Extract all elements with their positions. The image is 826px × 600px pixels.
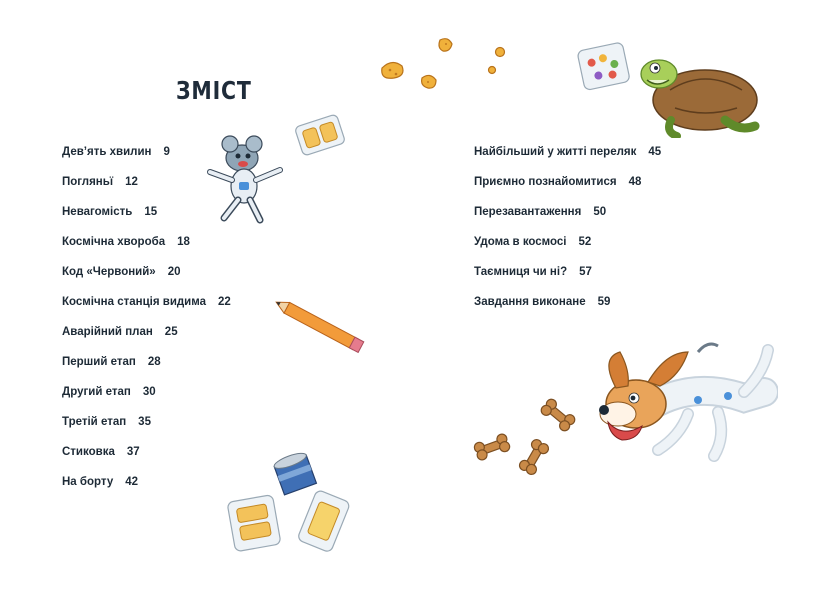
toc-entry-page: 35 — [138, 416, 151, 428]
toc-entry-title: Код «Червоний» — [62, 266, 156, 278]
toc-entry-page: 25 — [164, 326, 178, 338]
toc-entry-page: 59 — [597, 296, 611, 308]
toc-entry[interactable] — [62, 295, 231, 325]
toc-entry-title: Невагомість — [62, 206, 133, 218]
pencil-illustration — [268, 295, 378, 360]
toc-entry-page: 57 — [579, 266, 592, 278]
toc-entry-title: Дев’ять хвилин — [62, 146, 152, 158]
toc-entry-page: 45 — [648, 146, 662, 158]
toc-entry-title: Приємно познайомитися — [474, 176, 617, 188]
toc-entry[interactable] — [474, 145, 661, 175]
toc-entry-title: Космічна хвороба — [62, 236, 166, 248]
toc-entry-page: 18 — [177, 236, 190, 248]
toc-entry-title: Космічна станція видима — [62, 296, 207, 308]
toc-entry-title: Найбільший у житті переляк — [474, 146, 637, 158]
toc-entry-title: Удома в космосі — [474, 236, 567, 248]
toc-entry-title: Стиковка — [62, 446, 115, 458]
dog-bone-illustration — [470, 395, 580, 480]
toc-entry-title: Аварійний план — [62, 326, 153, 338]
toc-entry[interactable] — [474, 295, 661, 325]
toc-entry[interactable] — [62, 325, 231, 355]
toc-entry[interactable] — [474, 175, 661, 205]
toc-entry-page: 42 — [125, 476, 139, 488]
astronaut-dog-illustration — [578, 332, 778, 472]
toc-entry-title: На борту — [62, 476, 114, 488]
floating-crackers-illustration — [370, 30, 510, 100]
toc-entry[interactable] — [62, 265, 231, 295]
toc-entry[interactable] — [62, 355, 231, 385]
toc-entry-title: Перезавантаження — [474, 206, 582, 218]
space-food-pack-illustration — [225, 488, 355, 558]
toc-entry-page: 22 — [218, 296, 231, 308]
toc-right-column — [474, 145, 661, 325]
toc-entry-page: 50 — [593, 206, 607, 218]
space-food-pack-illustration — [290, 110, 350, 160]
toc-entry-page: 9 — [163, 146, 170, 158]
toc-entry-page: 20 — [167, 266, 181, 278]
toc-entry-title: Перший етап — [62, 356, 136, 368]
toc-entry[interactable] — [474, 205, 661, 235]
turtle-illustration — [575, 38, 775, 138]
toc-entry-page: 52 — [578, 236, 592, 248]
toc-entry-title: Третій етап — [62, 416, 127, 428]
toc-entry[interactable] — [62, 415, 231, 445]
astronaut-mouse-illustration — [196, 128, 296, 228]
toc-entry-page: 12 — [125, 176, 138, 188]
toc-entry[interactable] — [62, 385, 231, 415]
toc-entry-page: 28 — [147, 356, 161, 368]
toc-entry-page: 30 — [142, 386, 156, 398]
toc-entry[interactable] — [62, 445, 231, 475]
toc-entry-page: 15 — [144, 206, 158, 218]
toc-entry[interactable] — [474, 265, 661, 295]
toc-entry-title: Погляньї — [62, 176, 114, 188]
toc-entry-page: 37 — [126, 446, 140, 458]
toc-entry-page: 48 — [628, 176, 642, 188]
toc-entry-title: Таємниця чи ні? — [474, 266, 568, 278]
page-title: ЗМІСТ — [176, 76, 252, 105]
toc-entry-title: Другий етап — [62, 386, 131, 398]
toc-entry[interactable] — [474, 235, 661, 265]
toc-entry[interactable] — [62, 235, 231, 265]
toc-entry[interactable] — [62, 475, 231, 505]
toc-entry-title: Завдання виконане — [474, 296, 586, 308]
